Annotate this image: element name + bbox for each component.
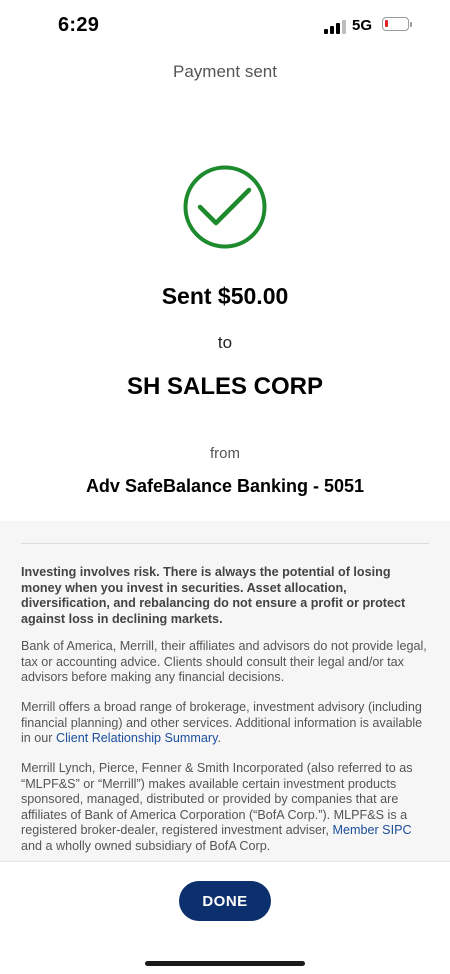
signal-icon — [324, 20, 346, 34]
member-sipc-link[interactable]: Member SIPC — [332, 823, 412, 838]
home-indicator[interactable] — [145, 961, 305, 966]
status-bar — [0, 0, 450, 52]
services-text-end: . — [217, 731, 221, 746]
divider — [21, 543, 429, 544]
disclosure-section — [0, 521, 450, 861]
page-title: Payment sent — [173, 62, 277, 81]
status-time: 6:29 — [58, 14, 100, 36]
mlpfs-disclosure — [21, 761, 429, 855]
mlpfs-text: Merrill Lynch, Pierce, Fenner & Smith Incorporated (also referred to as “MLPF&S” or “Merrill”) makes available certain investment products sponsored, managed, distributed or provided by companies that are affiliates of Bank of America Corporation (“BofA Corp.”). MLPF&S is a registered broker-dealer, registered investment adviser, — [21, 761, 413, 838]
services-text: Merrill offers a broad range of brokerage, investment advisory (including financial planning) and other services. Additional information is available in our — [21, 700, 423, 746]
footer — [0, 861, 450, 974]
battery-level — [385, 20, 388, 27]
from-label: from — [210, 445, 240, 462]
source-account: Adv SafeBalance Banking - 5051 — [85, 476, 365, 496]
battery-icon — [382, 17, 409, 31]
done-button[interactable]: DONE — [179, 881, 271, 921]
battery-cap — [410, 22, 412, 27]
to-label: to — [217, 333, 233, 352]
services-disclosure — [21, 700, 429, 747]
payee-name: SH SALES CORP — [126, 373, 324, 400]
check-circle-icon — [183, 165, 267, 249]
advice-disclosure: Bank of America, Merrill, their affiliates and advisors do not provide legal, tax or accounting advice. Clients should consult their legal and/or tax advisors before making any financial decisions. — [21, 639, 427, 685]
client-relationship-summary-link[interactable]: Client Relationship Summary — [56, 731, 218, 746]
sent-amount: Sent $50.00 — [161, 283, 289, 309]
network-indicator: 5G — [352, 17, 373, 34]
mlpfs-text-end: and a wholly owned subsidiary of BofA Corp. — [21, 838, 271, 853]
risk-disclosure: Investing involves risk. There is always the potential of losing money when you invest in securities. Asset allocation, diversification, and rebalancing do not ensure a profit or protect against loss in declining markets. — [21, 565, 406, 626]
